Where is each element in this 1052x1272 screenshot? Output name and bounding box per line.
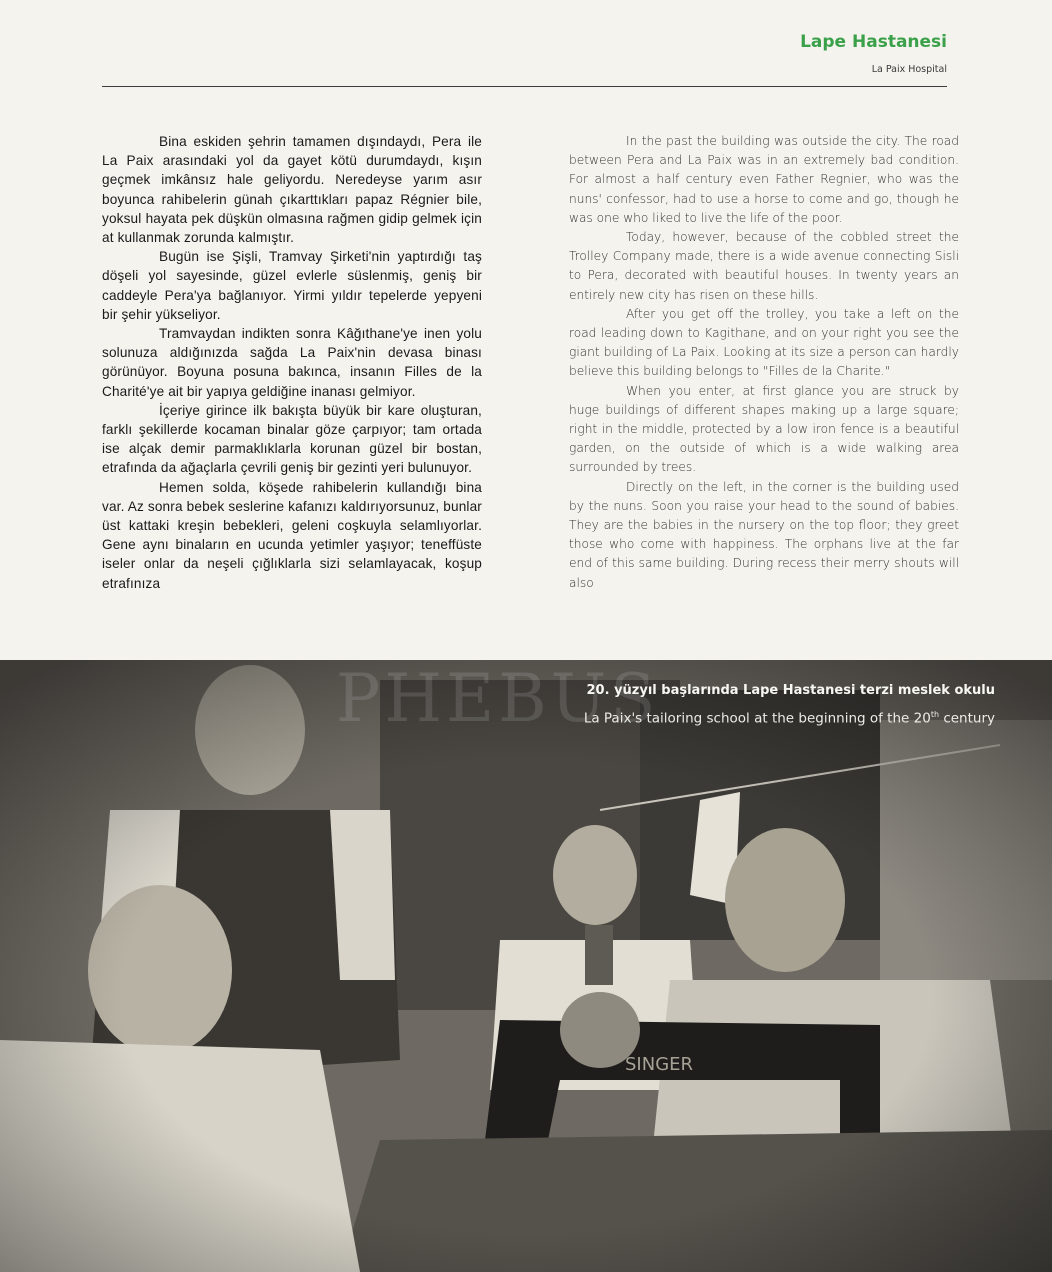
- header-divider: [102, 86, 947, 87]
- en-paragraph-3: After you get off the trolley, you take a left on the road leading down to Kagithane, and on your right you see the giant building of La Paix. Looking at its size a person can hardly believe this building belongs to "Filles de la Charite.": [569, 306, 959, 379]
- tr-paragraph-5: Hemen solda, köşede rahibelerin kullandığı bina var. Az sonra bebek seslerine kafanızı kaldırıyorsunuz, bunlar üst kattaki kreşin bebekleri, geleni coşkuyla selamlıyorlar. Gene aynı binaların en ucunda yetimler yaşıyor; teneffüste iseler onlar da neşeli çığlıklarla sizi selamlayacak, koşup etrafınıza: [102, 479, 482, 591]
- caption-english: [584, 710, 995, 727]
- photo-illustration: [0, 660, 1052, 1272]
- tr-paragraph-1: Bina eskiden şehrin tamamen dışındaydı, Pera ile La Paix arasındaki yol da gayet kötü durumdaydı, kışın geçmek imkânsız hale geliyordu. Neredeyse yarım asır boyunca rahibelerin günah çıkarttıkları papaz Régnier bile, yoksul hayata pek düşkün olmasına rağmen gidip gelmek için at kullanmak zorunda kalmıştır.: [102, 134, 482, 246]
- page-subtitle: La Paix Hospital: [871, 64, 947, 75]
- photo-watermark: PHEBUS: [336, 660, 660, 737]
- caption-turkish: 20. yüzyıl başlarında Lape Hastanesi terzi meslek okulu: [586, 683, 995, 698]
- caption-english-text: La Paix's tailoring school at the beginning of the 20: [583, 710, 931, 727]
- en-paragraph-5: Directly on the left, in the corner is the building used by the nuns. Soon you raise your head to the sound of babies. They are the babies in the nursery on the top floor; they greet those who come with happiness. The orphans live at the far end of this same building. During recess their merry shouts will also: [569, 479, 959, 590]
- english-column: [569, 132, 959, 657]
- tr-paragraph-4: İçeriye girince ilk bakışta büyük bir kare oluşturan, farklı şekillerde kocaman binalar göze çarpıyor; tam ortada ise alçak demir parmaklıklarla korunan güzel bir bostan, etrafında da ağaçlarla çevrili geniş bir gezinti yeri bulunuyor.: [102, 402, 482, 476]
- page-title: Lape Hastanesi: [800, 32, 947, 52]
- en-paragraph-1: In the past the building was outside the city. The road between Pera and La Paix was in an extremely bad condition. For almost a half century even Father Regnier, who was the nuns' confessor, had to use a horse to come and go, though he was one who liked to live the life of the poor.: [569, 134, 959, 225]
- tr-paragraph-2: Bugün ise Şişli, Tramvay Şirketi'nin yaptırdığı taş döşeli yol sayesinde, güzel evlerle süslenmiş, geniş bir caddeyle Pera'ya bağlanıyor. Yirmi yıldır tepelerde yepyeni bir şehir yükseliyor.: [102, 249, 482, 322]
- tailoring-school-photo: [0, 660, 1052, 1272]
- caption-english-end: century: [939, 710, 995, 727]
- caption-english-sup: th: [930, 710, 940, 719]
- tr-paragraph-3: Tramvaydan indikten sonra Kâğıthane'ye inen yolu solunuza aldığınızda sağda La Paix'nin devasa binası görünüyor. Boyuna posuna bakınca, insanın Filles de la Charité'ye ait bir yapıya geldiğine inanası gelmiyor.: [102, 326, 482, 399]
- en-paragraph-2: Today, however, because of the cobbled street the Trolley Company made, there is a wide avenue connecting Sisli to Pera, decorated with beautiful houses. In twenty years an entirely new city has risen on these hills.: [569, 230, 959, 302]
- turkish-column: [102, 132, 482, 657]
- en-paragraph-4: When you enter, at first glance you are struck by huge buildings of different shapes making up a large square; right in the middle, protected by a low iron fence is a beautiful garden, on the outside of which is a wide walking area surrounded by trees.: [569, 383, 959, 475]
